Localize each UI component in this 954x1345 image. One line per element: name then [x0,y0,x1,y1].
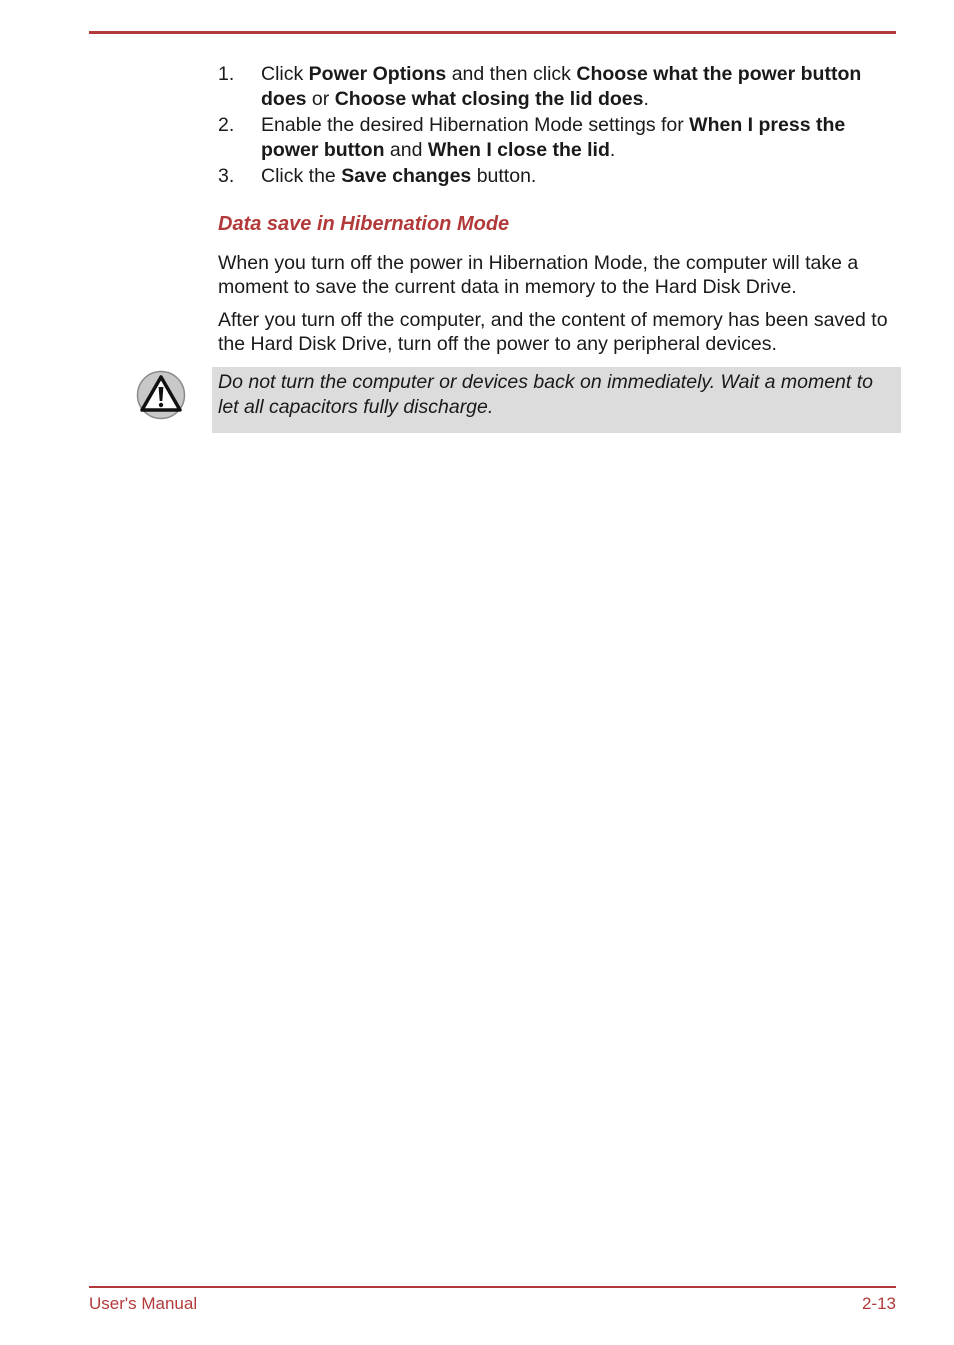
step-text-bold: Choose what the power button does [261,63,862,110]
step-number: 3. [218,165,235,187]
step-text-run: and [384,138,428,161]
step-text-bold: When I close the lid [427,138,610,161]
step-text-bold: Save changes [341,165,472,187]
note-text: Do not turn the computer or devices back on immediately. Wait a moment to let all capacitors fully discharge. [218,371,873,418]
footer-rule [89,1286,896,1288]
step-item [218,164,898,189]
step-text-run: Click [261,63,309,85]
step-item [218,62,898,111]
step-text-bold: When I press the power button [261,114,846,161]
step-text-run: button. [471,165,537,187]
step-text [261,114,845,161]
steps-list [218,62,898,189]
header-rule [89,31,896,34]
step-number: 1. [218,63,235,85]
page-content [218,62,898,357]
page-number: 2-13 [861,1294,896,1313]
step-item [218,113,898,162]
step-text-bold: Power Options [308,63,447,85]
step-text-run: and then click [446,63,577,85]
step-text-run: . [643,87,649,110]
paragraph: When you turn off the power in Hibernation Mode, the computer will take a moment to save the current data in memory to the Hard Disk Drive. [218,251,859,298]
step-number: 2. [218,114,235,136]
step-text-run: . [609,138,616,161]
paragraph: After you turn off the computer, and the content of memory has been saved to the Hard Disk Drive, turn off the power to any peripheral devices. [218,308,888,355]
section-heading: Data save in Hibernation Mode [218,212,510,235]
step-text-bold: Choose what closing the lid does [334,87,644,110]
step-text-run: Enable the desired Hibernation Mode settings for [261,114,690,136]
step-text [261,165,536,187]
step-text-run: Click the [261,165,342,187]
step-text-run: or [306,87,335,110]
step-text [261,63,861,110]
footer-title: User's Manual [89,1294,198,1313]
warning-icon [136,370,186,420]
